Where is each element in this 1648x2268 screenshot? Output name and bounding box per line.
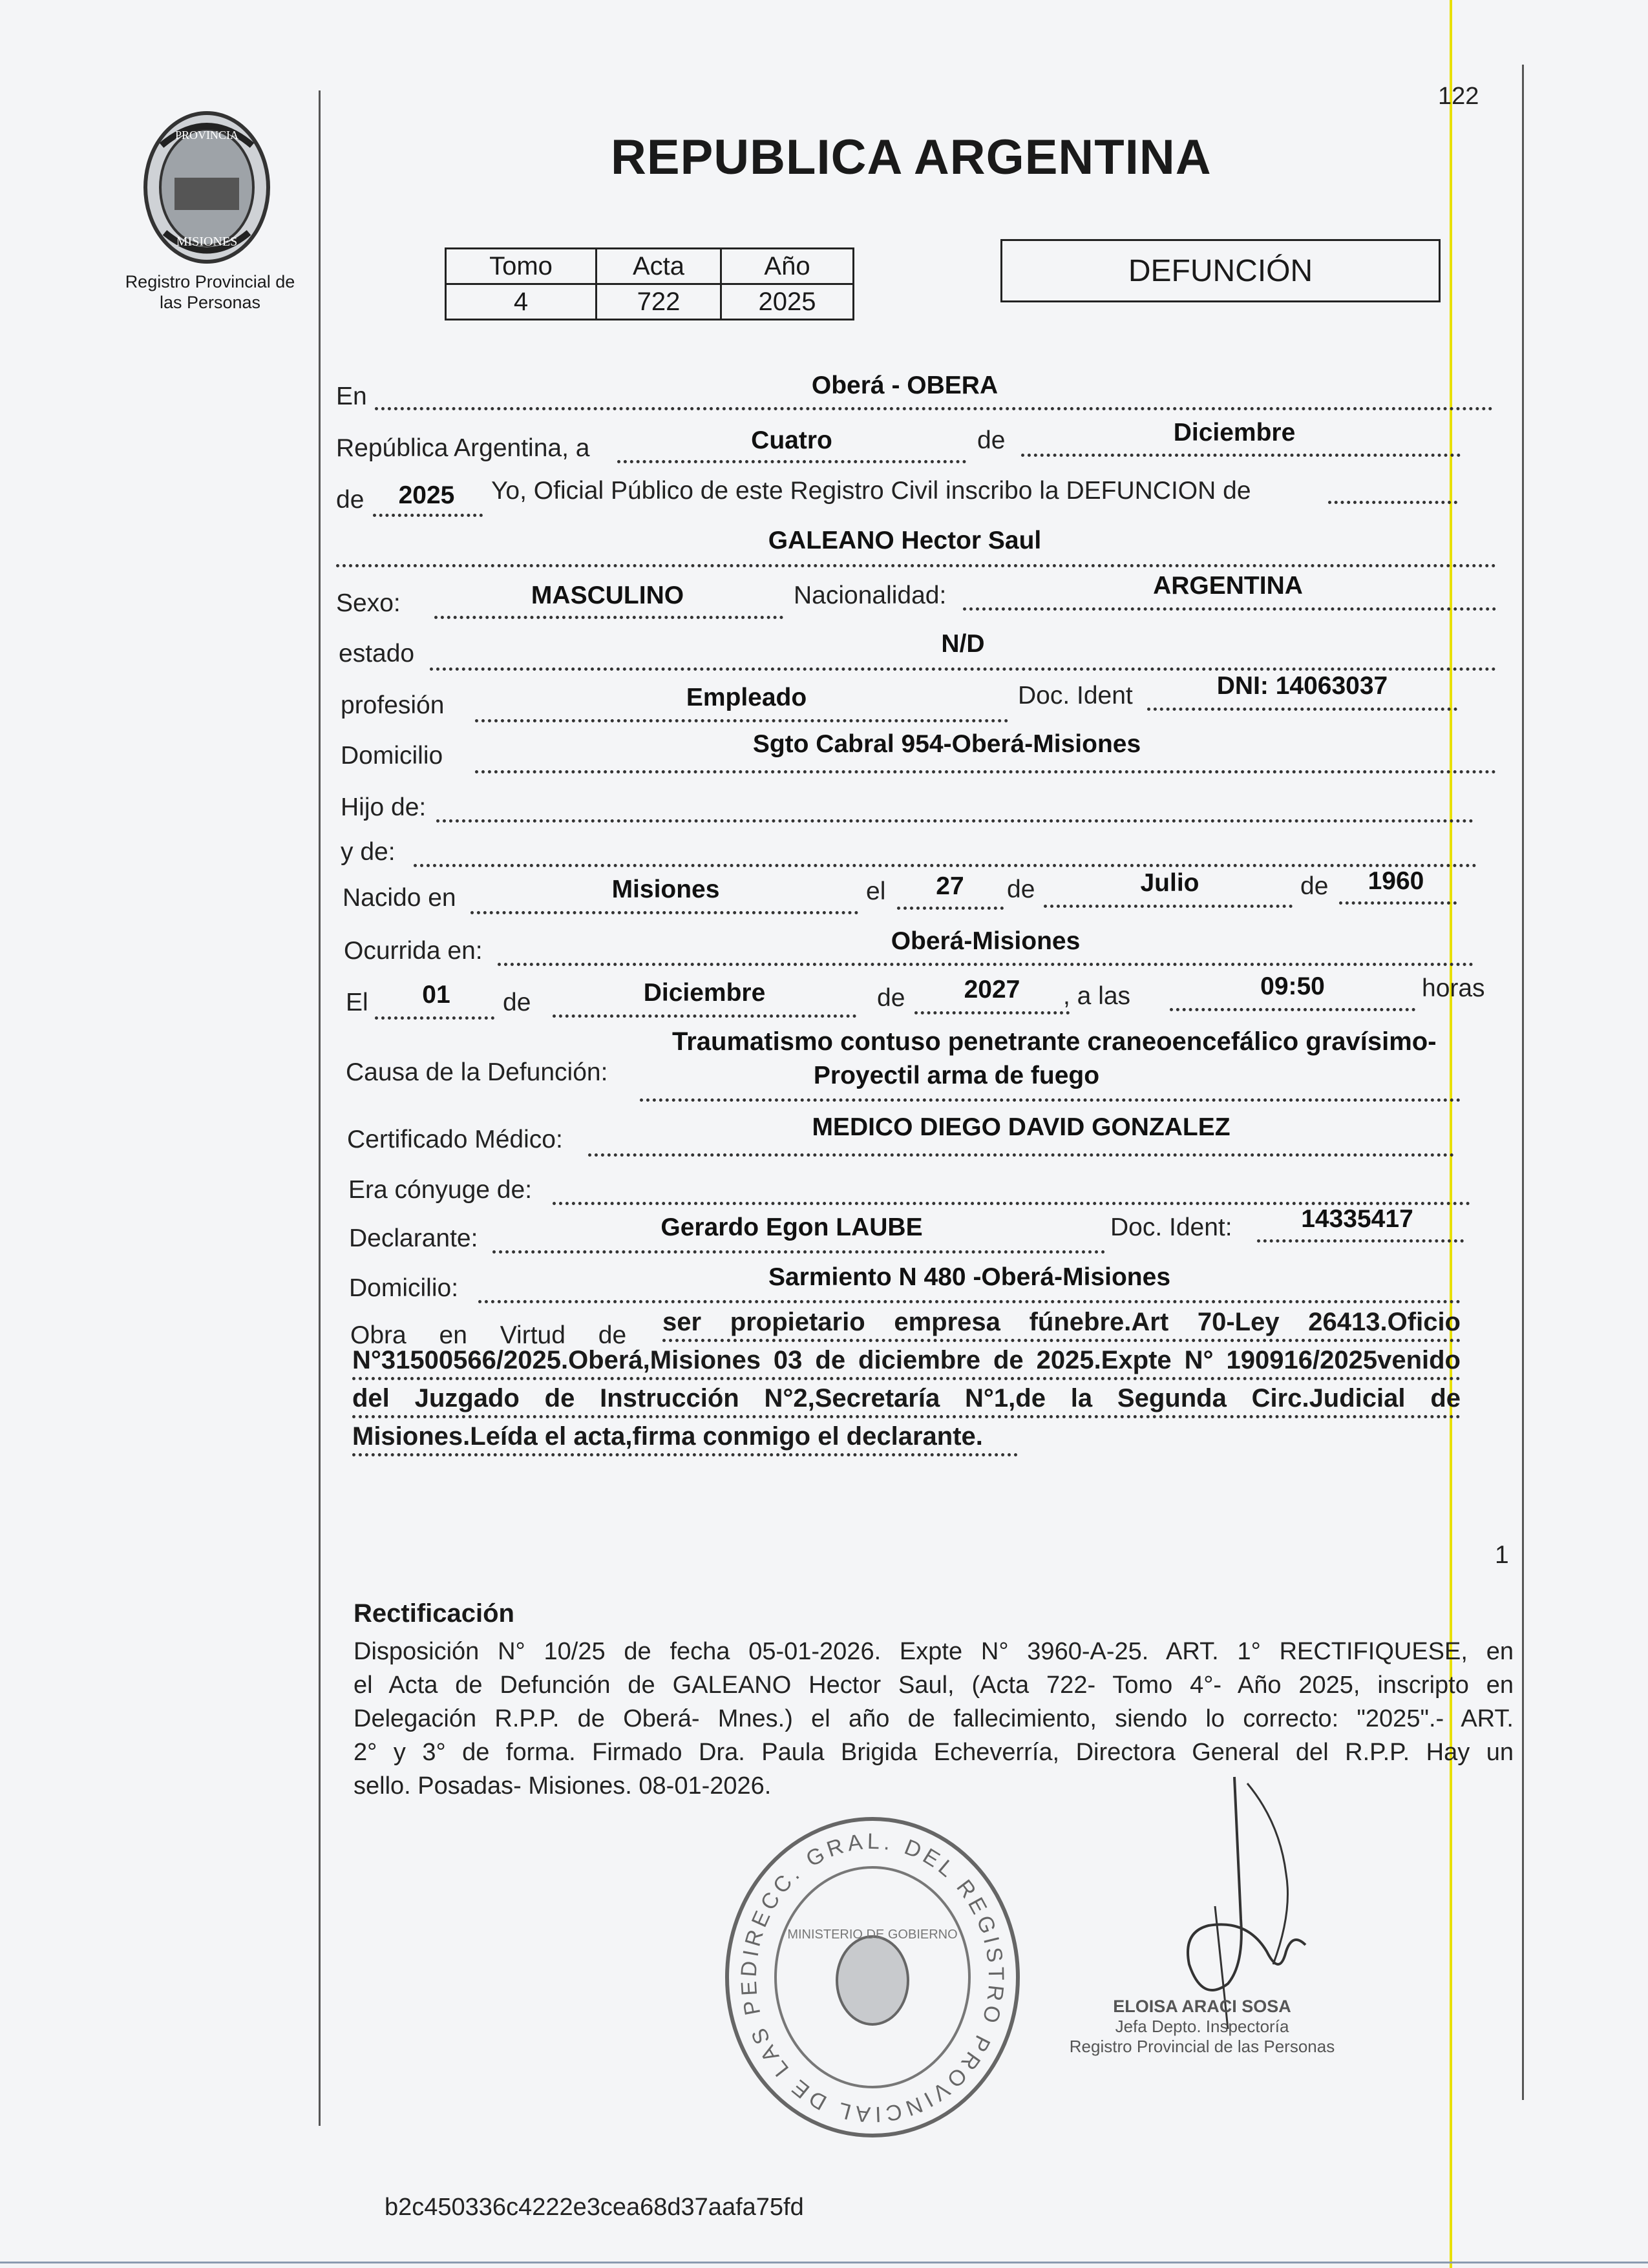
- label-doc-ident-2: Doc. Ident:: [1110, 1213, 1232, 1241]
- dots-fall-mes: [553, 1014, 856, 1018]
- dots-nac-dia: [897, 907, 1004, 910]
- record-table: [445, 247, 854, 320]
- value-fall-anio: 2027: [964, 976, 1020, 1003]
- label-declarante: Declarante:: [349, 1224, 478, 1252]
- anio-header: Año: [721, 249, 854, 284]
- yellow-marker-line: [1450, 0, 1452, 2268]
- signer-org: Registro Provincial de las Personas: [1069, 2037, 1335, 2056]
- value-hora: 09:50: [1260, 972, 1325, 1000]
- dots-causa: [640, 1098, 1461, 1102]
- dots-domicilio-2: [478, 1300, 1461, 1303]
- label-de-1: de: [977, 426, 1006, 454]
- value-causa-1: Traumatismo contuso penetrante craneoencefálico gravísimo-: [672, 1027, 1437, 1056]
- acta-header: Acta: [597, 249, 721, 284]
- label-yo-oficial: Yo, Oficial Público de este Registro Civil inscribo la DEFUNCION de: [491, 477, 1251, 505]
- value-dia-texto: Cuatro: [751, 426, 832, 454]
- rect-line-4: 2° y 3° de forma. Firmado Dra. Paula Brigida Echeverría, Directora General del R.P.P. Hay un: [354, 1739, 1514, 1766]
- dots-nacido-en: [470, 911, 858, 914]
- right-margin-line: [1522, 65, 1524, 2100]
- label-y-de: y de:: [341, 838, 396, 866]
- dots-dia: [617, 460, 966, 463]
- bottom-edge-line: [0, 2262, 1648, 2263]
- tomo-value: 4: [446, 284, 597, 320]
- label-de-3: de: [1007, 876, 1035, 903]
- svg-text:PROVINCIA: PROVINCIA: [174, 129, 239, 142]
- signer-name: ELOISA ARACI SOSA: [1113, 1997, 1291, 2016]
- acta-value: 722: [597, 284, 721, 320]
- value-ocurrida-en: Oberá-Misiones: [891, 927, 1081, 955]
- label-el-cap: El: [346, 989, 368, 1016]
- label-conyuge: Era cónyuge de:: [348, 1176, 533, 1204]
- dots-hijo-de: [436, 819, 1474, 823]
- left-margin-line: [319, 90, 321, 2126]
- label-profesion: profesión: [341, 691, 445, 719]
- value-estado: N/D: [941, 630, 985, 658]
- registry-label: Registro Provincial de las Personas: [125, 272, 295, 312]
- label-de-6: de: [877, 984, 905, 1012]
- rect-line-1: Disposición N° 10/25 de fecha 05-01-2026. Expte N° 3960-A-25. ART. 1° RECTIFIQUESE, en: [354, 1638, 1514, 1665]
- province-seal: [139, 107, 275, 268]
- value-anio-texto: 2025: [398, 481, 455, 509]
- value-nac-mes: Julio: [1140, 869, 1199, 897]
- dots-yo: [1328, 501, 1457, 504]
- obra-line-1: ser propietario empresa fúnebre.Art 70-Ley 26413.Oficio: [662, 1304, 1461, 1342]
- rect-line-3: Delegación R.P.P. de Oberá- Mnes.) el año de fallecimiento, siendo lo correcto: "2025".- ART.: [354, 1705, 1514, 1732]
- rectificacion-title: Rectificación: [354, 1599, 514, 1628]
- dots-fall-anio: [914, 1011, 1070, 1014]
- dots-mes: [1021, 454, 1461, 457]
- label-ocurrida-en: Ocurrida en:: [344, 937, 483, 965]
- dots-y-de: [414, 864, 1477, 867]
- tomo-header: Tomo: [446, 249, 597, 284]
- obra-line-3: del Juzgado de Instrucción N°2,Secretaría N°1,de la Segunda Circ.Judicial de: [352, 1380, 1461, 1418]
- value-fall-mes: Diciembre: [643, 979, 766, 1007]
- dots-estado: [430, 667, 1496, 671]
- stamp-inner-text: MINISTERIO DE GOBIERNO: [787, 1927, 958, 1942]
- dots-doc: [1147, 708, 1457, 711]
- dots-ocurrida: [498, 963, 1474, 966]
- label-sexo: Sexo:: [336, 589, 401, 617]
- label-estado: estado: [339, 640, 415, 667]
- label-domicilio-2: Domicilio:: [349, 1274, 459, 1302]
- label-doc-ident: Doc. Ident: [1018, 682, 1133, 709]
- value-nac-anio: 1960: [1368, 867, 1424, 895]
- dots-nombre: [336, 564, 1496, 567]
- rect-line-2: el Acta de Defunción de GALEANO Hector Saul, (Acta 722- Tomo 4°- Año 2025, inscripto en: [354, 1672, 1514, 1699]
- dots-certificado: [588, 1153, 1454, 1157]
- value-nombre: GALEANO Hector Saul: [768, 527, 1042, 554]
- obra-line-4: Misiones.Leída el acta,firma conmigo el declarante.: [352, 1418, 1018, 1456]
- dots-en: [375, 407, 1493, 410]
- label-en: En: [336, 383, 367, 410]
- label-republica: República Argentina, a: [336, 434, 590, 462]
- label-hijo-de: Hijo de:: [341, 793, 427, 821]
- rect-line-5: sello. Posadas- Misiones. 08-01-2026.: [354, 1772, 772, 1800]
- defuncion-box: [1000, 239, 1441, 302]
- page-number: 122: [1438, 83, 1479, 110]
- label-causa: Causa de la Defunción:: [346, 1058, 608, 1086]
- dots-declarante: [492, 1250, 1105, 1254]
- value-mes-texto: Diciembre: [1173, 419, 1296, 446]
- label-horas: horas: [1422, 974, 1485, 1002]
- label-nacionalidad: Nacionalidad:: [794, 582, 947, 609]
- official-stamp: [717, 1809, 1028, 2145]
- obra-en-text: Obra en Virtud de: [350, 1321, 627, 1349]
- value-sexo: MASCULINO: [531, 582, 684, 609]
- value-profesion: Empleado: [686, 684, 807, 711]
- dots-declarante-doc: [1257, 1239, 1464, 1243]
- value-domicilio: Sgto Cabral 954-Oberá-Misiones: [752, 730, 1141, 758]
- value-declarante-doc: 14335417: [1301, 1205, 1413, 1233]
- obra-line-2: N°31500566/2025.Oberá,Misiones 03 de diciembre de 2025.Expte N° 190916/2025venido: [352, 1342, 1461, 1380]
- side-number: 1: [1495, 1541, 1509, 1569]
- rectificacion-body: [354, 1635, 1514, 1803]
- dots-domicilio: [475, 770, 1496, 773]
- page-title: REPUBLICA ARGENTINA: [611, 130, 1212, 185]
- dots-nac-mes: [1044, 905, 1293, 908]
- dots-sexo: [434, 616, 783, 619]
- value-fall-dia: 01: [422, 981, 450, 1009]
- value-nacido-en: Misiones: [611, 876, 720, 903]
- label-certificado: Certificado Médico:: [347, 1126, 563, 1153]
- value-nacionalidad: ARGENTINA: [1153, 572, 1303, 600]
- document-hash: b2c450336c4222e3cea68d37aafa75fd: [385, 2194, 804, 2221]
- value-certificado: MEDICO DIEGO DAVID GONZALEZ: [812, 1113, 1231, 1141]
- defuncion-label: DEFUNCIÓN: [1128, 253, 1313, 288]
- obra-paragraph: [352, 1304, 1461, 1456]
- value-nac-dia: 27: [936, 872, 964, 900]
- label-el: el: [866, 877, 886, 905]
- value-doc: DNI: 14063037: [1216, 672, 1388, 700]
- value-declarante: Gerardo Egon LAUBE: [660, 1213, 923, 1241]
- value-lugar: Oberá - OBERA: [811, 372, 998, 399]
- stamp-ring-text: DIRECC. GRAL. DEL REGISTRO PROVINCIAL DE LAS PE: [736, 1829, 1009, 2127]
- label-nacido-en: Nacido en: [343, 884, 456, 912]
- value-causa-2: Proyectil arma de fuego: [813, 1062, 1100, 1089]
- dots-hora: [1170, 1008, 1415, 1011]
- dots-fall-dia: [375, 1016, 494, 1020]
- dots-nac-anio: [1339, 901, 1457, 905]
- label-a-las: , a las: [1063, 982, 1131, 1010]
- label-domicilio: Domicilio: [341, 742, 443, 770]
- signature-block: [1041, 1997, 1364, 2057]
- dots-anio: [373, 514, 483, 517]
- label-de-2: de: [336, 486, 364, 514]
- dots-profesion: [475, 719, 1008, 722]
- signer-role: Jefa Depto. Inspectoría: [1115, 2017, 1289, 2036]
- dots-nacionalidad: [963, 607, 1496, 611]
- label-de-5: de: [503, 989, 531, 1016]
- label-de-4: de: [1300, 872, 1329, 900]
- value-declarante-domicilio: Sarmiento N 480 -Oberá-Misiones: [768, 1263, 1171, 1291]
- anio-value: 2025: [721, 284, 854, 320]
- svg-text:MISIONES: MISIONES: [176, 235, 238, 249]
